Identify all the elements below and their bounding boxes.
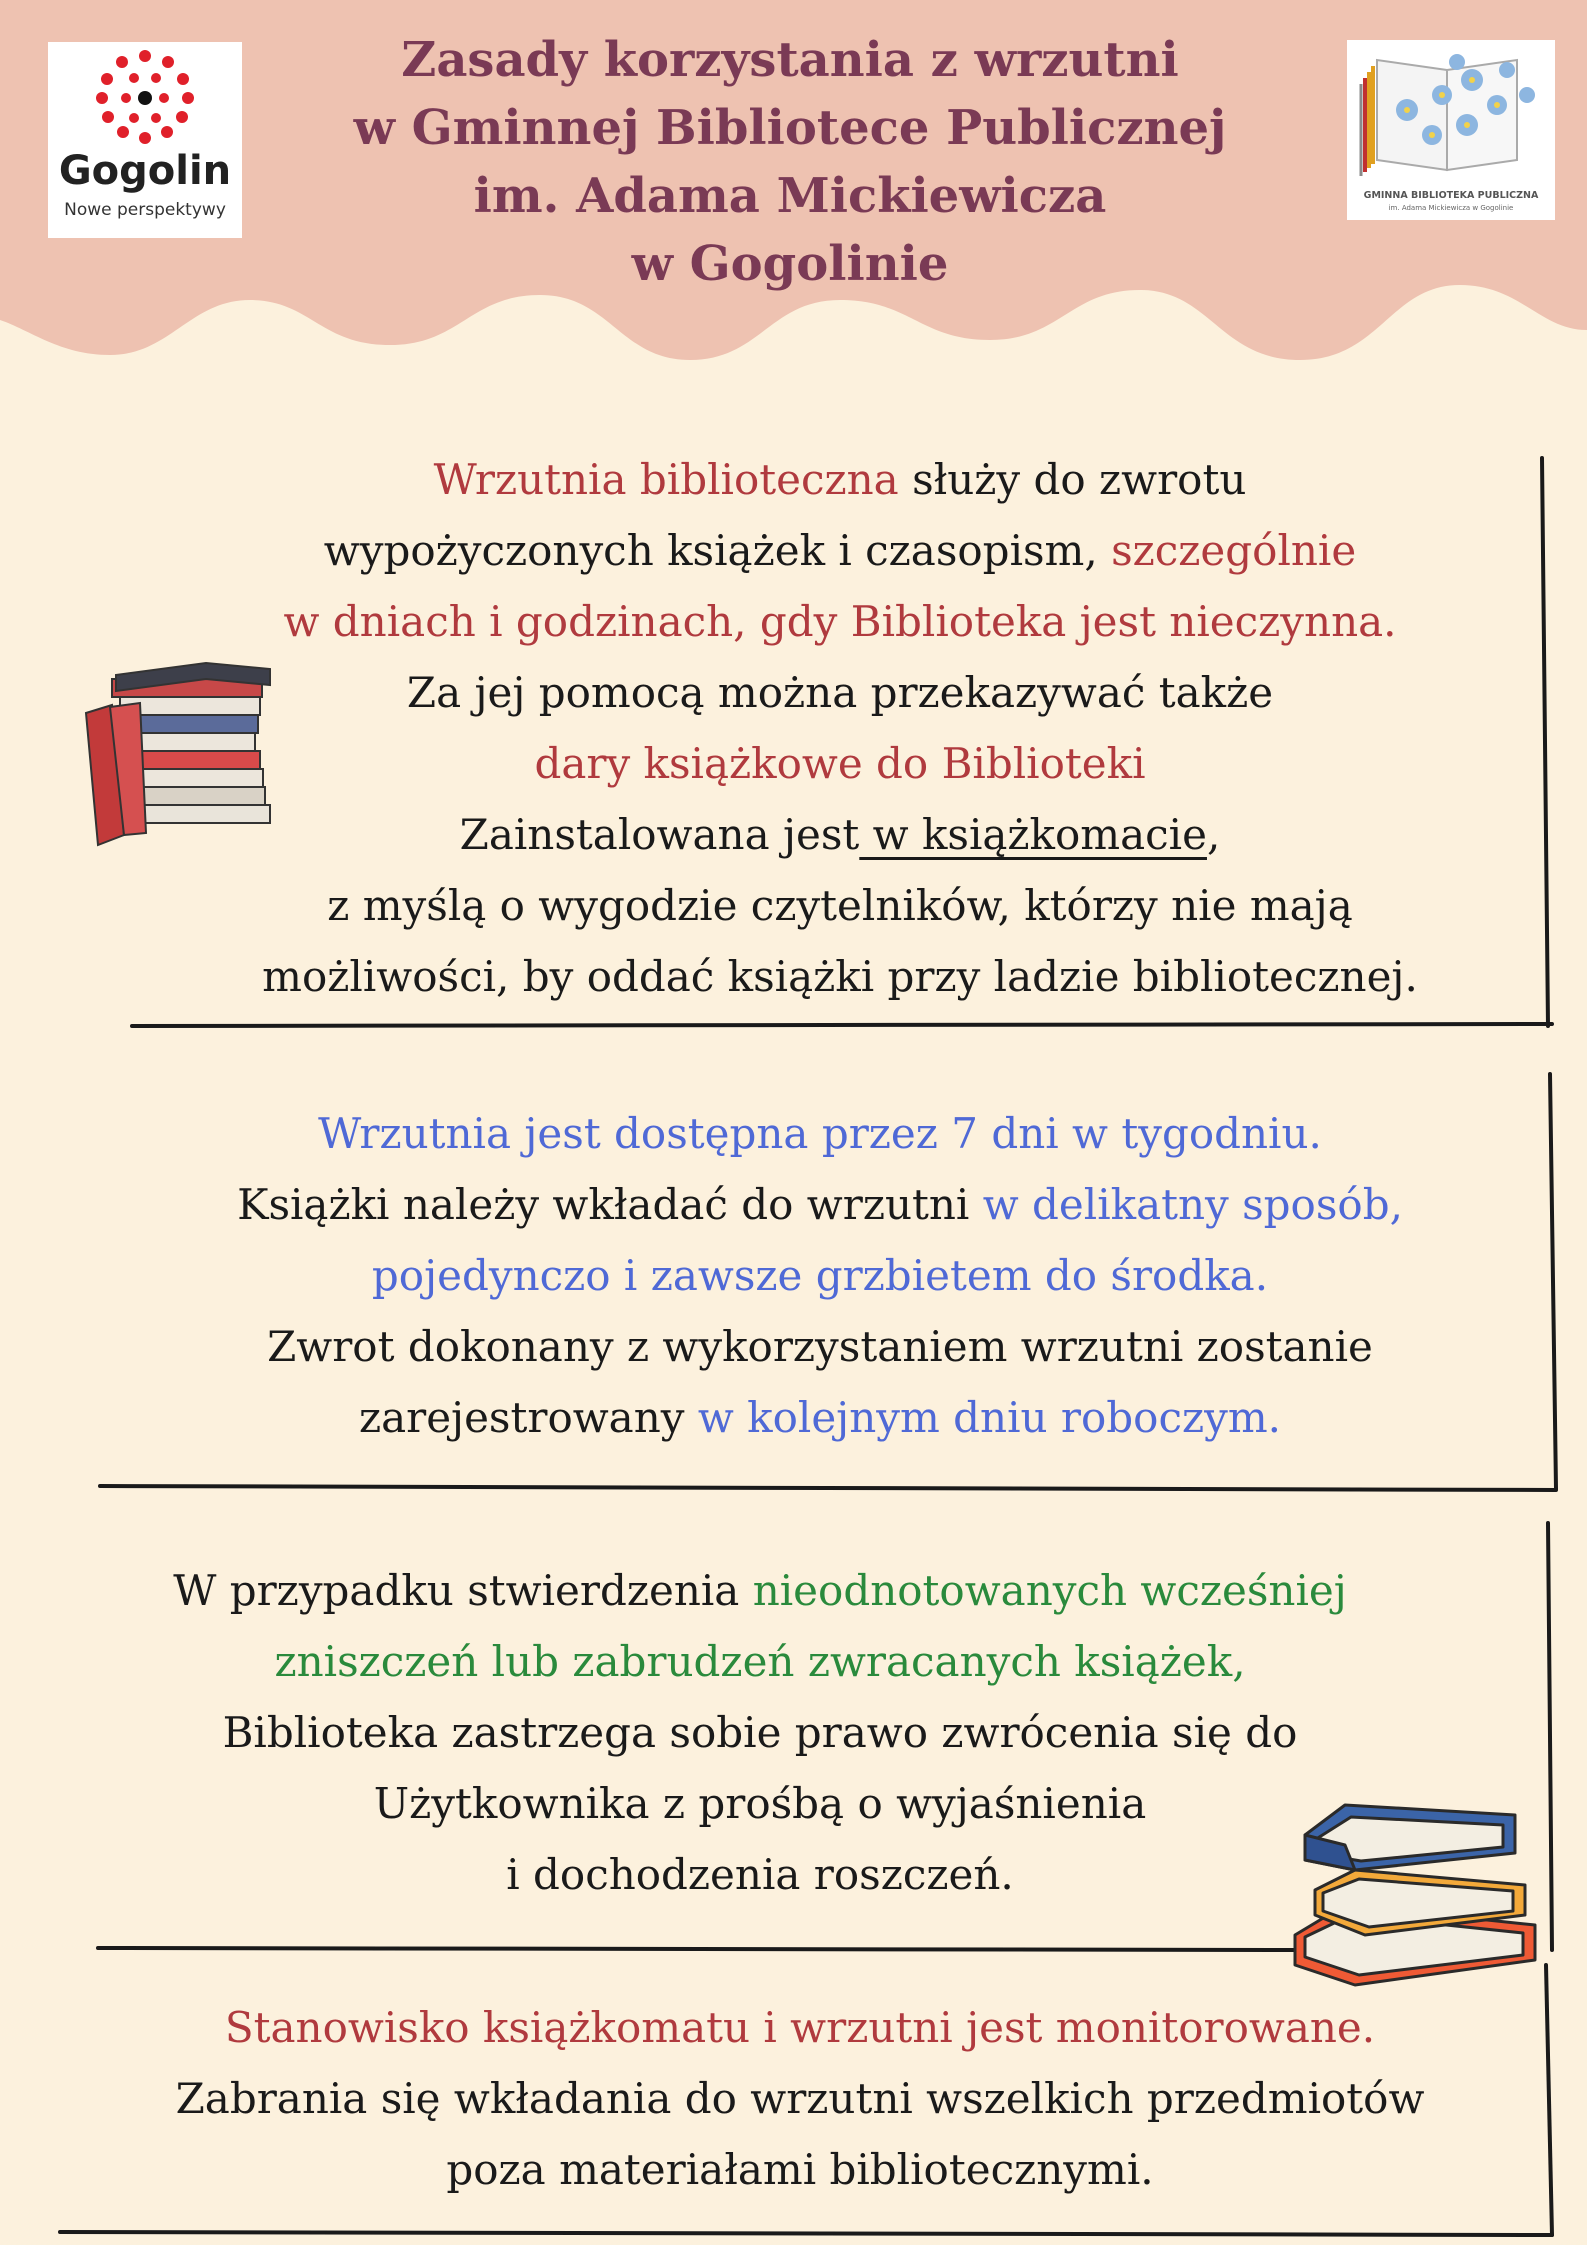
library-logo-subtitle: im. Adama Mickiewicza w Gogolinie [1388,204,1514,212]
text-line: pojedynczo i zawsze grzbietem do środka. [371,1251,1269,1300]
text-line: Zabrania się wkładania do wrzutni wszelkich przedmiotów [175,2074,1425,2123]
title-line: im. Adama Mickiewicza [473,168,1107,224]
text-span: Zainstalowana jest [459,810,860,859]
underlined-text: w książkomacie [859,810,1207,859]
text-line [100,1382,1540,1453]
text-line: Użytkownika z prośbą o wyjaśnienia [373,1779,1147,1828]
text-line: i dochodzenia roszczeń. [506,1850,1014,1899]
text-line: poza materiałami bibliotecznymi. [446,2145,1154,2194]
text-line [60,1555,1460,1626]
library-logo-name: GMINNA BIBLIOTEKA PUBLICZNA [1363,190,1539,201]
text-line [140,444,1540,515]
text-line [100,1169,1540,1240]
text-line: Wrzutnia jest dostępna przez 7 dni w tygodniu. [318,1109,1322,1158]
title-line: w Gminnej Bibliotece Publicznej [353,100,1227,156]
highlight-text: Wrzutnia biblioteczna [433,455,899,504]
logo-tagline: Nowe perspektywy [64,200,226,220]
text-line: z myślą o wygodzie czytelników, którzy nie mają [327,881,1353,930]
text-line: Biblioteka zastrzega sobie prawo zwrócenia się do [222,1708,1298,1757]
text-line: Stanowisko książkomatu i wrzutni jest monitorowane. [224,2003,1376,2052]
title-line: w Gogolinie [631,236,949,292]
text-line: Zwrot dokonany z wykorzystaniem wrzutni zostanie [267,1322,1373,1371]
section-drop-box-purpose [140,444,1540,1012]
section-availability [100,1098,1540,1453]
text-line: Za jej pomocą można przekazywać także [406,668,1274,717]
text-line: w dniach i godzinach, gdy Biblioteka jest nieczynna. [283,597,1397,646]
text-line: zniszczeń lub zabrudzeń zwracanych książek, [274,1637,1246,1686]
text-line: możliwości, by oddać książki przy ladzie bibliotecznej. [262,952,1418,1001]
title-line: Zasady korzystania z wrzutni [401,32,1179,88]
highlight-text: w delikatny sposób, [982,1180,1403,1229]
section-monitoring [80,1992,1520,2205]
text-span: W przypadku stwierdzenia [173,1566,753,1615]
book-stack-left-icon [80,645,280,855]
text-span: służy do zwrotu [898,455,1247,504]
section-damage [60,1555,1460,1910]
text-span: wypożyczonych książek i czasopism, [323,526,1112,575]
text-span: , [1206,810,1221,859]
text-line [140,515,1540,586]
logo-name: Gogolin [58,148,232,194]
highlight-text: szczególnie [1111,526,1357,575]
text-span: zarejestrowany [358,1393,698,1442]
highlight-text: w kolejnym dniu roboczym. [697,1393,1282,1442]
text-span: Książki należy wkładać do wrzutni [237,1180,983,1229]
highlight-text: nieodnotowanych wcześniej [752,1566,1347,1615]
text-line [140,799,1540,870]
text-line: dary książkowe do Biblioteki [534,739,1146,788]
book-stack-right-icon [1285,1795,1545,1995]
